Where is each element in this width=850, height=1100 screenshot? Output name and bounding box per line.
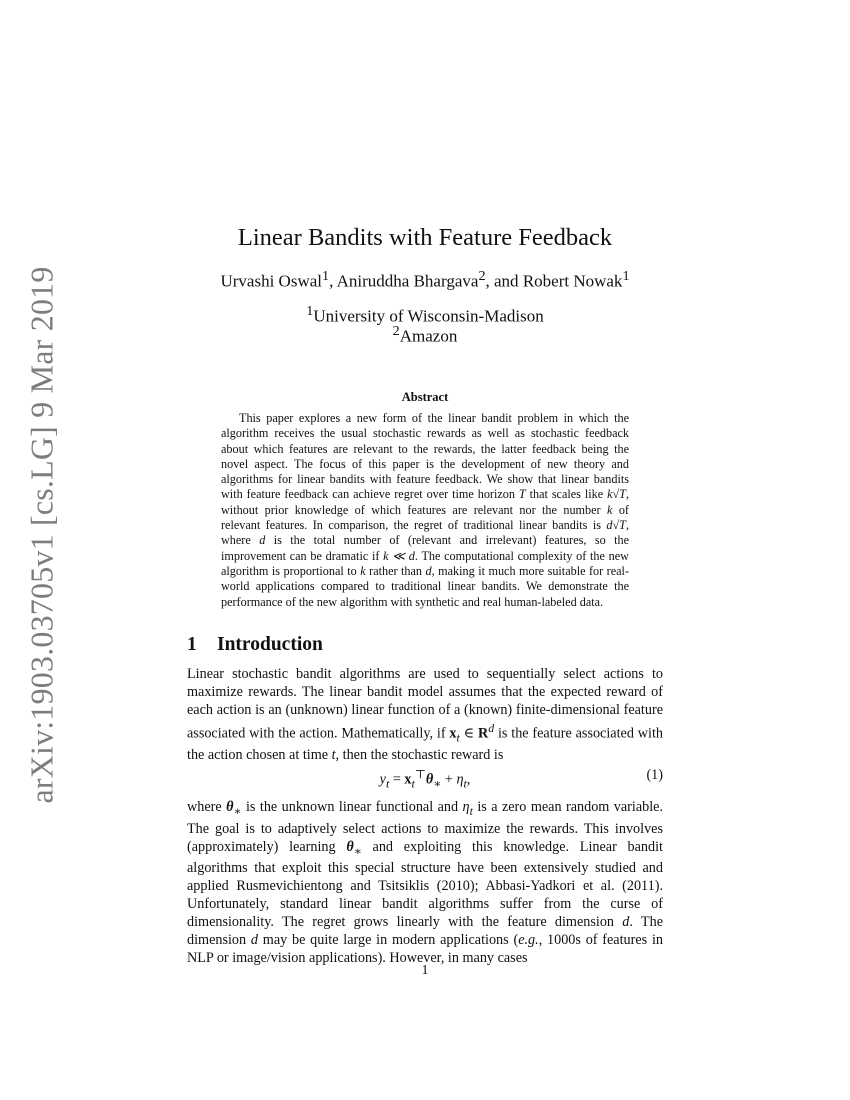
intro-paragraph-2: where $\theta_∗$ is the unknown linear functional and $\eta_t$ is a zero mean random variable. The goal is to adaptively select actions to maximize the rewards. This involves (approximately) learning $\theta_∗$ and exploiting this knowledge. Linear bandit algorithms that exploit this special structure have been extensively studied and applied Rusmevichientong and Tsitsiklis (2010); Abbasi-Yadkori et al. (2011). Unfortunately, standard linear bandit algorithms suffer from the curse of dimensionality. The regret grows linearly with the feature dimension d. The dimension d may be quite large in modern applications (e.g., 1000s of features in NLP or image/vision applications). However, in many cases bbox=[187, 799, 664, 966]
equation-number: (1) bbox=[646, 767, 663, 783]
section-heading bbox=[187, 634, 323, 656]
intro-paragraph-1: Linear stochastic bandit algorithms are used to sequentially select actions to maximize rewards. The linear bandit model assumes that the expected reward of each action is an (unknown) linear function of a (known) finite-dimensional feature associated with the action. Mathematically, if $x_t$ ∈ $R^d$ is the feature associated with the action chosen at time t, then the stochastic reward is bbox=[187, 666, 663, 764]
author-separator: , and bbox=[485, 271, 523, 291]
page-number: 1 bbox=[421, 963, 429, 978]
affiliation-mark: 2 bbox=[392, 323, 400, 339]
affiliation-name: University of Wisconsin-Madison bbox=[313, 306, 544, 326]
affiliation bbox=[0, 323, 850, 347]
arxiv-sidebar-stamp bbox=[20, 266, 64, 804]
equation-1 bbox=[187, 767, 663, 791]
author-affil-mark: 1 bbox=[322, 268, 330, 284]
equation-expression: $y_t = x_t^⊤\theta_∗ + \eta_t$, bbox=[379, 767, 471, 791]
author-separator: , bbox=[329, 271, 337, 291]
abstract-heading: Abstract bbox=[401, 390, 449, 404]
author-affil-mark: 2 bbox=[478, 268, 486, 284]
section-number: 1 bbox=[187, 634, 197, 655]
abstract-text: This paper explores a new form of the linear bandit problem in which the algorithm receives the usual stochastic rewards as well as stochastic feedback about which features are relevant to the rewards, the latter feedback being the novel aspect. The focus of this paper is the development of new theory and algorithms for linear bandits with feature feedback. We show that linear bandits with feature feedback can achieve regret over time horizon T that scales like k√T, without prior knowledge of which features are relevant nor the number k of relevant features. In comparison, the regret of traditional linear bandits is d√T, where d is the total number of (relevant and irrelevant) features, so the improvement can be dramatic if k ≪ d. The computational complexity of the new algorithm is proportional to k rather than d, making it much more suitable for real-world applications compared to traditional linear bandits. We demonstrate the performance of the new algorithm with synthetic and real human-labeled data. bbox=[221, 411, 630, 609]
arxiv-identifier: arXiv:1903.03705v1 [cs.LG] 9 Mar 2019 bbox=[23, 266, 60, 804]
paper-title: Linear Bandits with Feature Feedback bbox=[237, 224, 613, 251]
author-list bbox=[0, 268, 850, 292]
affiliation-name: Amazon bbox=[399, 326, 458, 346]
author-affil-mark: 1 bbox=[622, 268, 630, 284]
affiliation-mark: 1 bbox=[306, 303, 314, 319]
section-title: Introduction bbox=[217, 634, 323, 655]
author-name: Urvashi Oswal bbox=[220, 271, 322, 291]
author-name: Robert Nowak bbox=[522, 271, 623, 291]
author-name: Aniruddha Bhargava bbox=[336, 271, 479, 291]
